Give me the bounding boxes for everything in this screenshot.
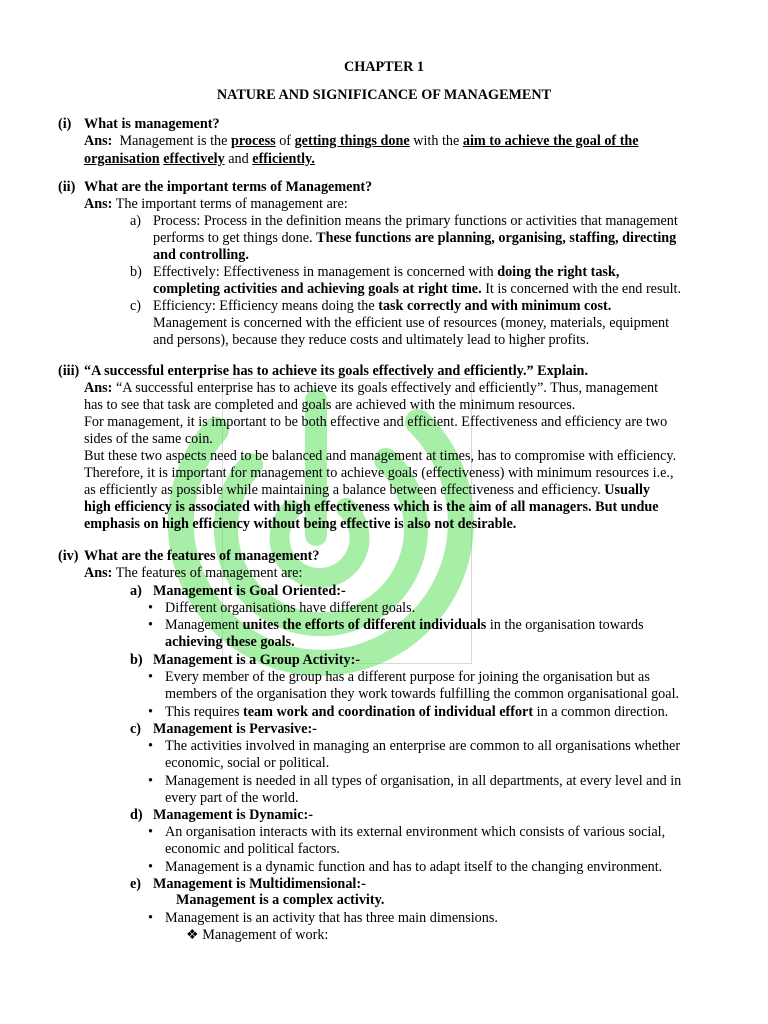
feature-b-label: b) [130, 652, 143, 668]
feature-c-label: c) [130, 721, 142, 737]
feature-d-bullet-1: • An organisation interacts with its external environment which consists of various social, [165, 824, 665, 841]
feature-b-bullet-1: • Every member of the group has a different purpose for joining the organisation but as [165, 669, 650, 686]
answer-3-line-7: as efficiently as possible while maintaining a balance between effectiveness and efficiency. Usually [84, 482, 651, 498]
feature-c-bullet-1-cont: economic, social or political. [165, 755, 330, 771]
answer-2-a-line-3: and controlling. [153, 247, 249, 263]
answer-1-line-1: Ans: Management is the process of getting things done with the aim to achieve the goal of the [84, 133, 639, 149]
feature-a-label: a) [130, 583, 142, 599]
feature-e-subitem-1: ❖ Management of work: [186, 927, 329, 943]
feature-b-heading: Management is a Group Activity:- [153, 652, 361, 668]
answer-3-line-2: has to see that task are completed and goals are achieved with the minimum resources. [84, 397, 576, 413]
answer-2-b-label: b) [130, 264, 142, 280]
question-1: (i) [58, 116, 72, 132]
diamond-bullet-icon: ❖ [186, 927, 199, 943]
chapter-heading: CHAPTER 1 [343, 59, 424, 75]
answer-2-b-line-2: completing activities and achieving goals at right time. It is concerned with the end result. [153, 281, 682, 297]
question-4-number: (iv) [58, 548, 79, 564]
feature-c-bullet-2-cont: every part of the world. [165, 790, 299, 806]
question-2-text: What are the important terms of Management? [84, 179, 373, 195]
page-title: NATURE AND SIGNIFICANCE OF MANAGEMENT [216, 87, 552, 103]
answer-2-a-line-1: Process: Process in the definition means the primary functions or activities that management [153, 213, 678, 229]
feature-e-bullet-1: • Management is an activity that has three main dimensions. [165, 910, 498, 927]
answer-3-line-9: emphasis on high efficiency without being effective is also not desirable. [84, 516, 517, 532]
answer-2-c-line-2: Management is concerned with the efficient use of resources (money, materials, equipment [153, 315, 670, 331]
answer-2-intro: Ans: The important terms of management are: [84, 196, 348, 212]
answer-3-line-1: Ans: “A successful enterprise has to achieve its goals effectively and efficiently”. Thus, management [84, 380, 659, 396]
feature-c-bullet-2: • Management is needed in all types of organisation, in all departments, at every level and in [165, 773, 681, 790]
feature-b-bullet-1-cont: members of the organisation they work towards fulfilling the common organisational goal. [165, 686, 680, 702]
feature-a-bullet-2-cont: achieving these goals. [165, 634, 295, 650]
feature-a-bullet-1: • Different organisations have different goals. [165, 600, 415, 617]
feature-e-subheading: Management is a complex activity. [176, 892, 385, 908]
answer-2-c-line-1: Efficiency: Efficiency means doing the task correctly and with minimum cost. [153, 298, 612, 314]
feature-a-heading: Management is Goal Oriented:- [153, 583, 346, 599]
answer-1-line-2: organisation effectively and efficiently. [84, 151, 315, 167]
feature-e-label: e) [130, 876, 142, 892]
question-3-text: “A successful enterprise has to achieve its goals effectively and efficiently.” Explain. [84, 363, 588, 379]
answer-2-c-line-3: and persons), because they reduce costs and ultimately lead to higher profits. [153, 332, 590, 348]
feature-b-bullet-2: • This requires team work and coordination of individual effort in a common direction. [165, 704, 668, 721]
answer-3-line-8: high efficiency is associated with high effectiveness which is the aim of all managers. But undue [84, 499, 659, 515]
answer-2-b-line-1: Effectively: Effectiveness in management is concerned with doing the right task, [153, 264, 620, 280]
question-1-text: What is management? [84, 116, 220, 132]
answer-2-a-label: a) [130, 213, 142, 229]
feature-c-bullet-1: • The activities involved in managing an enterprise are common to all organisations whether [165, 738, 680, 755]
question-3-number: (iii) [58, 363, 80, 379]
question-2-number: (ii) [58, 179, 76, 195]
answer-4-intro: Ans: The features of management are: [84, 565, 303, 581]
feature-a-bullet-2: • Management unites the efforts of different individuals in the organisation towards [165, 617, 644, 634]
answer-3-line-5: But these two aspects need to be balanced and management at times, has to compromise with efficiency. [84, 448, 677, 464]
question-4-text: What are the features of management? [84, 548, 320, 564]
feature-e-heading: Management is Multidimensional:- [153, 876, 366, 892]
feature-c-heading: Management is Pervasive:- [153, 721, 317, 737]
answer-3-line-6: Therefore, it is important for management to achieve goals (effectiveness) with minimum resources i.e., [84, 465, 674, 481]
answer-3-line-4: sides of the same coin. [84, 431, 213, 447]
answer-2-c-label: c) [130, 298, 142, 314]
feature-d-bullet-1-cont: economic and political factors. [165, 841, 340, 857]
feature-d-heading: Management is Dynamic:- [153, 807, 313, 823]
feature-d-bullet-2: • Management is a dynamic function and has to adapt itself to the changing environment. [165, 859, 662, 876]
answer-3-line-3: For management, it is important to be both effective and efficient. Effectiveness and efficiency are two [84, 414, 668, 430]
answer-2-a-line-2: performs to get things done. These functions are planning, organising, staffing, directing [153, 230, 677, 246]
feature-d-label: d) [130, 807, 143, 823]
